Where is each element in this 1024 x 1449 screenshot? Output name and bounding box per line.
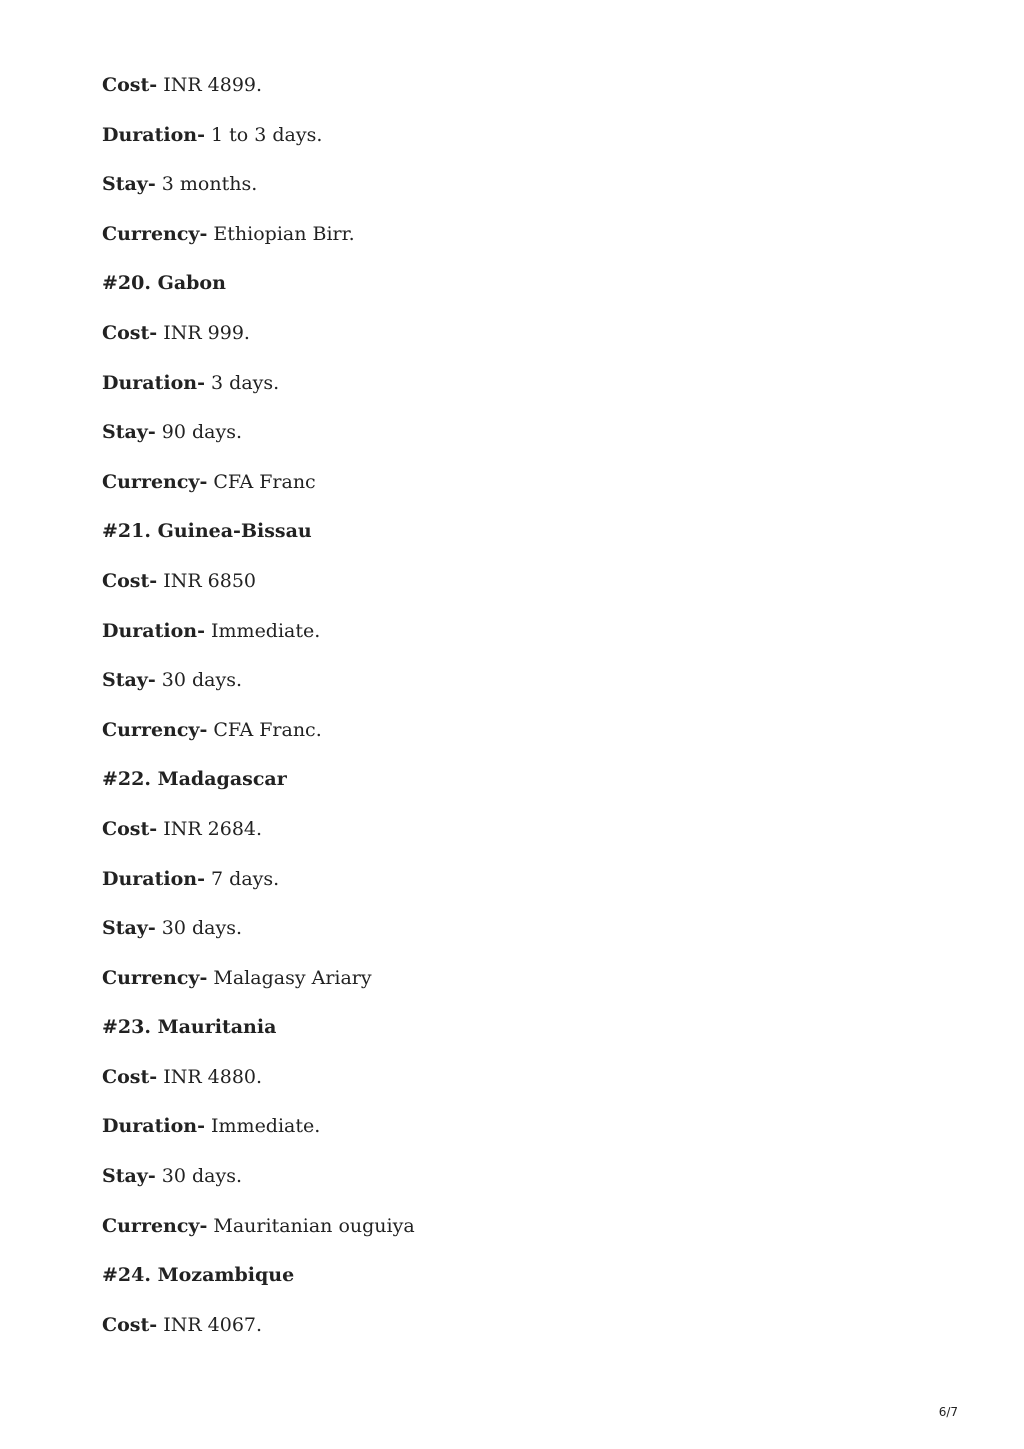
field-value: 30 days. <box>155 1165 243 1188</box>
field-label: Currency- <box>102 718 208 741</box>
page-number: 6/7 <box>938 1405 958 1419</box>
field-value: INR 6850 <box>157 569 257 592</box>
field-value: CFA Franc. <box>207 718 322 741</box>
field-line <box>102 814 942 864</box>
field-line <box>102 1161 942 1211</box>
field-line <box>102 318 942 368</box>
section-heading: #20. Gabon <box>102 272 226 295</box>
field-line <box>102 616 942 666</box>
field-label: Cost- <box>102 1065 158 1088</box>
field-label: Duration- <box>102 371 205 394</box>
field-line <box>102 1310 942 1360</box>
field-line <box>102 467 942 517</box>
document-body <box>102 70 942 1359</box>
field-value: 7 days. <box>204 867 280 890</box>
field-value: Mauritanian ouguiya <box>207 1214 415 1237</box>
field-line <box>102 417 942 467</box>
field-value: INR 999. <box>157 321 250 344</box>
field-line <box>102 913 942 963</box>
field-value: 1 to 3 days. <box>204 123 323 146</box>
field-line <box>102 169 942 219</box>
section-heading: #24. Mozambique <box>102 1264 295 1287</box>
field-line <box>102 566 942 616</box>
field-value: INR 4880. <box>157 1065 263 1088</box>
field-value: 3 days. <box>204 371 280 394</box>
field-value: INR 2684. <box>157 817 263 840</box>
field-label: Duration- <box>102 123 205 146</box>
field-line <box>102 219 942 269</box>
field-line <box>102 1111 942 1161</box>
field-label: Stay- <box>102 173 156 196</box>
section-heading: #23. Mauritania <box>102 1016 277 1039</box>
field-label: Cost- <box>102 321 158 344</box>
field-value: Immediate. <box>204 1115 321 1138</box>
field-value: 30 days. <box>155 917 243 940</box>
field-label: Currency- <box>102 1214 208 1237</box>
field-label: Cost- <box>102 817 158 840</box>
field-line <box>102 120 942 170</box>
field-label: Duration- <box>102 1115 205 1138</box>
field-value: INR 4899. <box>157 74 263 96</box>
field-label: Stay- <box>102 421 156 444</box>
field-value: CFA Franc <box>207 470 316 493</box>
field-label: Stay- <box>102 1165 156 1188</box>
section-heading: #22. Madagascar <box>102 768 287 791</box>
field-label: Cost- <box>102 1313 158 1336</box>
field-label: Cost- <box>102 569 158 592</box>
field-value: Immediate. <box>204 619 321 642</box>
field-line <box>102 1211 942 1261</box>
field-value: Malagasy Ariary <box>207 966 372 989</box>
field-label: Stay- <box>102 669 156 692</box>
field-label: Duration- <box>102 867 205 890</box>
field-label: Currency- <box>102 966 208 989</box>
field-line <box>102 70 942 120</box>
field-line <box>102 368 942 418</box>
field-label: Stay- <box>102 917 156 940</box>
section-heading: #21. Guinea-Bissau <box>102 520 312 543</box>
field-label: Currency- <box>102 470 208 493</box>
field-value: INR 4067. <box>157 1313 263 1336</box>
field-value: Ethiopian Birr. <box>207 222 355 245</box>
field-line <box>102 715 942 765</box>
field-line <box>102 665 942 715</box>
field-line <box>102 1062 942 1112</box>
field-label: Duration- <box>102 619 205 642</box>
field-value: 90 days. <box>155 421 243 444</box>
field-line <box>102 864 942 914</box>
field-value: 3 months. <box>155 173 258 196</box>
field-value: 30 days. <box>155 669 243 692</box>
field-label: Cost- <box>102 74 158 96</box>
field-line <box>102 963 942 1013</box>
field-label: Currency- <box>102 222 208 245</box>
